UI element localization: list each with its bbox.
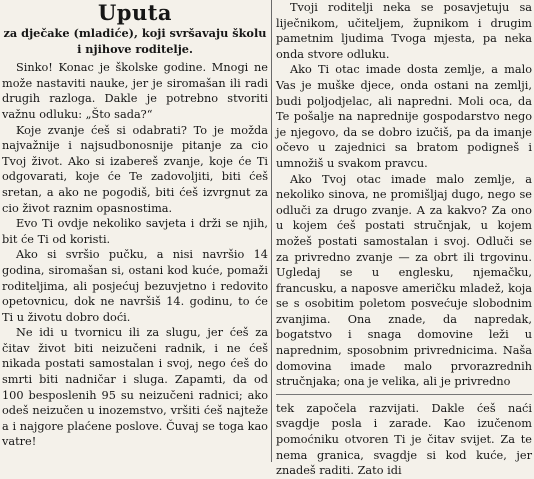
left-column (2, 0, 268, 450)
paragraph-8: Ako Tvoj otac imade malo zemlje, a nekoliko sinova, ne promišljaj dugo, nego se odluči za drugo zvanje. A za kakvo? Za ono u kojem ćeš postati stručnjak, u kojem možeš postati samostalan i svoj. Odluči se za privredno zvanje — za obrt ili trgovinu. Ugledaj se u englesku, njemačku, francusku, a naposve američku mladež, koja se s osobitim poletom posvećuje slobodnim zvanjima. Ona znade, da napredak, bogatstvo i snaga domovine leži u naprednim, sposobnim privrednicima. Naša domovina imade malo prvorazrednih stručnjaka; ona je velika, ali je privredno (276, 172, 532, 389)
paragraph-5: Ne idi u tvornicu ili za slugu, jer ćeš za čitav život biti neizučeni radnik, i ne ćeš nikada postati samostalan i svoj, nego ćeš do smrti biti nadničar i sluga. Zapamti, da od 100 besposlenih 95 su neizučeni radnici; ako odeš neizučen u inozemstvo, vršiti ćeš najteže a i najgore plaćene poslove. Čuvaj se toga kao vatre! (2, 326, 268, 449)
paragraph-9: tek započela razvijati. Dakle ćeš naći svagdje posla i zarade. Kao izučenom pomoćniku otvoren Ti je čitav svijet. Za te nema granica, svagdje si kod kuće, jer znadeš raditi. Zato idi (276, 401, 532, 478)
paragraph-2: Koje zvanje ćeš si odabrati? To je možda najvažnije i najsudbonosnije pitanje za cio Tvoj život. Ako si izabereš zvanje, koje će Ti odgovarati, koje će Te zadovoljiti, biti ćeš sretan, a ako ne pogodiš, biti ćeš izvrgnut za cio život raznim opasnostima. (2, 123, 268, 215)
article-title: Uputa (97, 0, 173, 25)
right-column (276, 0, 532, 479)
column-rule (276, 394, 532, 395)
article-subtitle: za dječake (mladiće), koji svršavaju školu i njihove roditelje. (3, 26, 267, 56)
paragraph-6: Tvoji roditelji neka se posavjetuju sa liječnikom, učiteljem, župnikom i drugim pametnim ljudima Tvoga mjesta, pa neka onda stvore odluku. (276, 1, 532, 61)
column-divider (271, 0, 272, 462)
paragraph-1: Sinko! Konac je školske godine. Mnogi ne može nastaviti nauke, jer je siromašan ili radi drugih razloga. Dakle je potrebno stvoriti važnu odluku: „Što sada?“ (2, 61, 268, 121)
paragraph-4: Ako si svršio pučku, a nisi navršio 14 godina, siromašan si, ostani kod kuće, pomaži roditeljima, ali posjećuj bezuvjetno i redovito opetovnicu, dok ne navršiš 14. godinu, to će Ti u životu dobro doći. (2, 248, 268, 324)
paragraph-3: Evo Ti ovdje nekoliko savjeta i drži se njih, bit će Ti od koristi. (2, 217, 268, 246)
paragraph-7: Ako Ti otac imade dosta zemlje, a malo Vas je muške djece, onda ostani na zemlji, budi poljodjelac, ali napredni. Moli oca, da Te pošalje na naprednije gospodarstvo nego je njegovo, da se dobro izučiš, pa da imanje očevo u zajednici sa bratom podigneš i umnožiš u svakom pravcu. (276, 63, 532, 170)
